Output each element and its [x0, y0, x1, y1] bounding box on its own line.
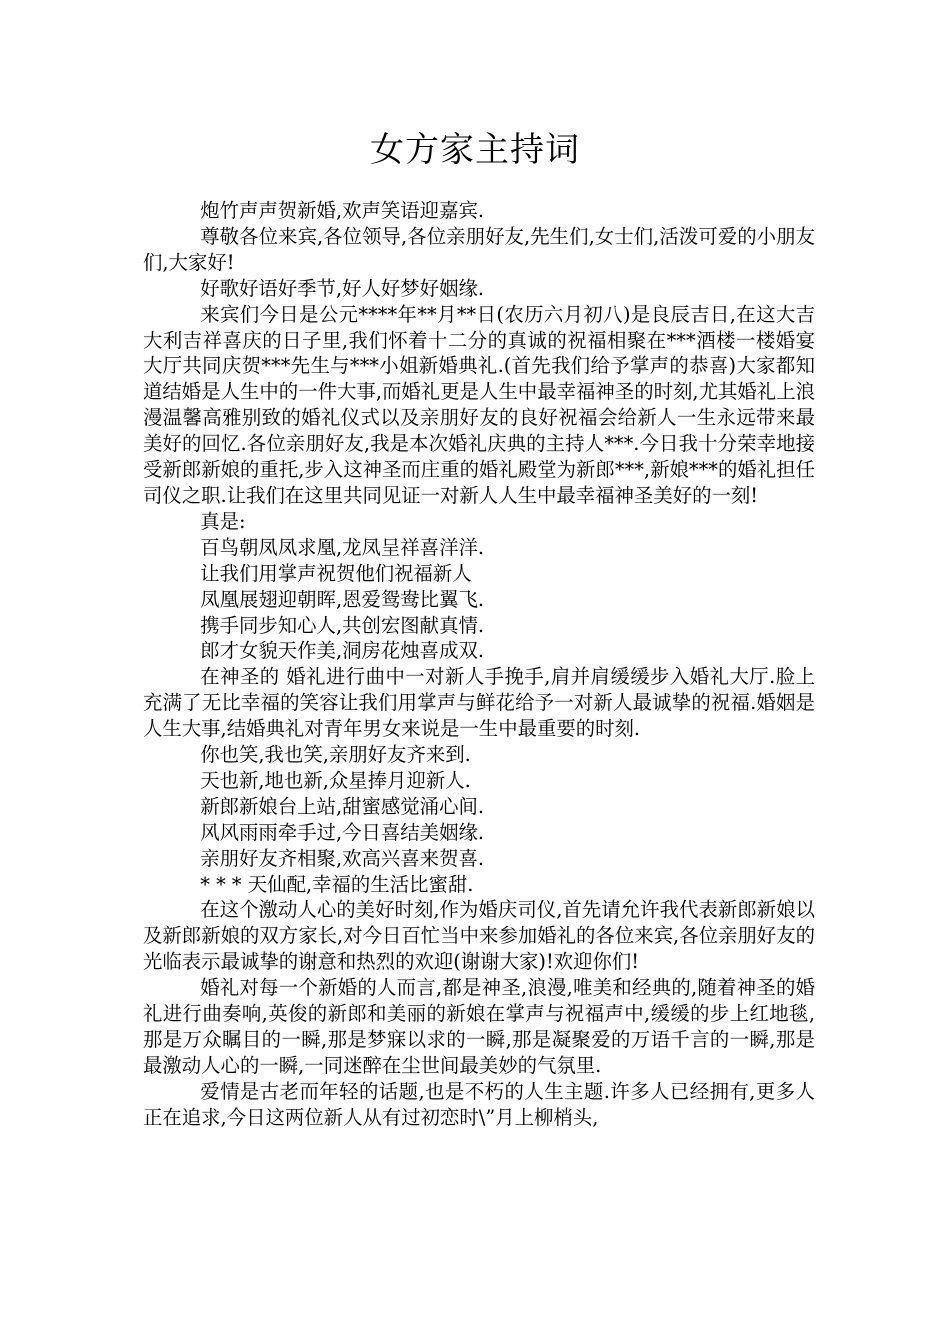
paragraph: 亲朋好友齐相聚,欢高兴喜来贺喜.	[200, 846, 485, 870]
paragraph: 来宾们今日是公元****年**月**日(农历六月初八)是良辰吉日,在这大吉大利吉祥喜庆的日子里,我们怀着十二分的真诚的祝福相聚在***酒楼一楼婚宴大厅共同庆贺***先生与***小姐新婚典礼.(首先我们给予掌声的恭喜)大家都知道结婚是人生中的一件大事,而婚礼更是人生中最幸福神圣的时刻,尤其婚礼上浪漫温馨高雅别致的婚礼仪式以及亲朋好友的良好祝福会给新人一生永远带来最美好的回忆.各位亲朋好友,我是本次婚礼庆典的主持人***.今日我十分荣幸地接受新郎新娘的重托,步入这神圣而庄重的婚礼殿堂为新郎***,新娘***的婚礼担任司仪之职.让我们在这里共同见证一对新人人生中最幸福神圣美好的一刻!	[143, 302, 815, 507]
paragraph: 百鸟朝凤凤求凰,龙凤呈祥喜洋洋.	[200, 535, 485, 559]
paragraph: 你也笑,我也笑,亲朋好友齐来到.	[200, 743, 471, 767]
document-body	[143, 198, 815, 1131]
paragraph: 在神圣的 婚礼进行曲中一对新人手挽手,肩并肩缓缓步入婚礼大厅.脸上充满了无比幸福的笑容让我们用掌声与鲜花给予一对新人最诚挚的祝福.婚姻是人生大事,结婚典礼对青年男女来说是一生中最重要的时刻.	[143, 665, 815, 741]
paragraph: 携手同步知心人,共创宏图献真情.	[200, 613, 485, 637]
document-title: 女方家主持词	[370, 130, 580, 170]
paragraph: 炮竹声声贺新婚,欢声笑语迎嘉宾.	[200, 199, 485, 222]
paragraph: * * * 天仙配,幸福的生活比蜜甜.	[200, 872, 474, 896]
paragraph: 尊敬各位来宾,各位领导,各位亲朋好友,先生们,女士们,活泼可爱的小朋友们,大家好!	[143, 224, 815, 274]
paragraph: 天也新,地也新,众星捧月迎新人.	[200, 768, 471, 792]
paragraph: 让我们用掌声祝贺他们祝福新人	[200, 561, 472, 585]
paragraph: 郎才女貌天作美,洞房花烛喜成双.	[200, 639, 485, 663]
paragraph: 新郎新娘台上站,甜蜜感觉涌心间.	[200, 794, 485, 818]
paragraph: 爱情是古老而年轻的话题,也是不朽的人生主题.许多人已经拥有,更多人正在追求,今日这两位新人从有过初恋时\”月上柳梢头,	[143, 1079, 815, 1129]
paragraph: 真是:	[200, 509, 246, 533]
paragraph: 在这个激动人心的美好时刻,作为婚庆司仪,首先请允许我代表新郎新娘以及新郎新娘的双方家长,对今日百忙当中来参加婚礼的各位来宾,各位亲朋好友的光临表示最诚挚的谢意和热烈的欢迎(谢谢大家)!欢迎你们!	[143, 898, 815, 974]
paragraph: 凤凰展翅迎朝晖,恩爱鸳鸯比翼飞.	[200, 587, 485, 611]
paragraph: 好歌好语好季节,好人好梦好姻缘.	[200, 276, 485, 300]
paragraph: 风风雨雨牵手过,今日喜结美姻缘.	[200, 820, 485, 844]
paragraph: 婚礼对每一个新婚的人而言,都是神圣,浪漫,唯美和经典的,随着神圣的婚礼进行曲奏响,英俊的新郎和美丽的新娘在掌声与祝福声中,缓缓的步上红地毯,那是万众瞩目的一瞬,那是梦寐以求的一瞬,那是凝聚爱的万语千言的一瞬,那是最激动人心的一瞬,一同迷醉在尘世间最美妙的气氛里.	[143, 976, 815, 1077]
